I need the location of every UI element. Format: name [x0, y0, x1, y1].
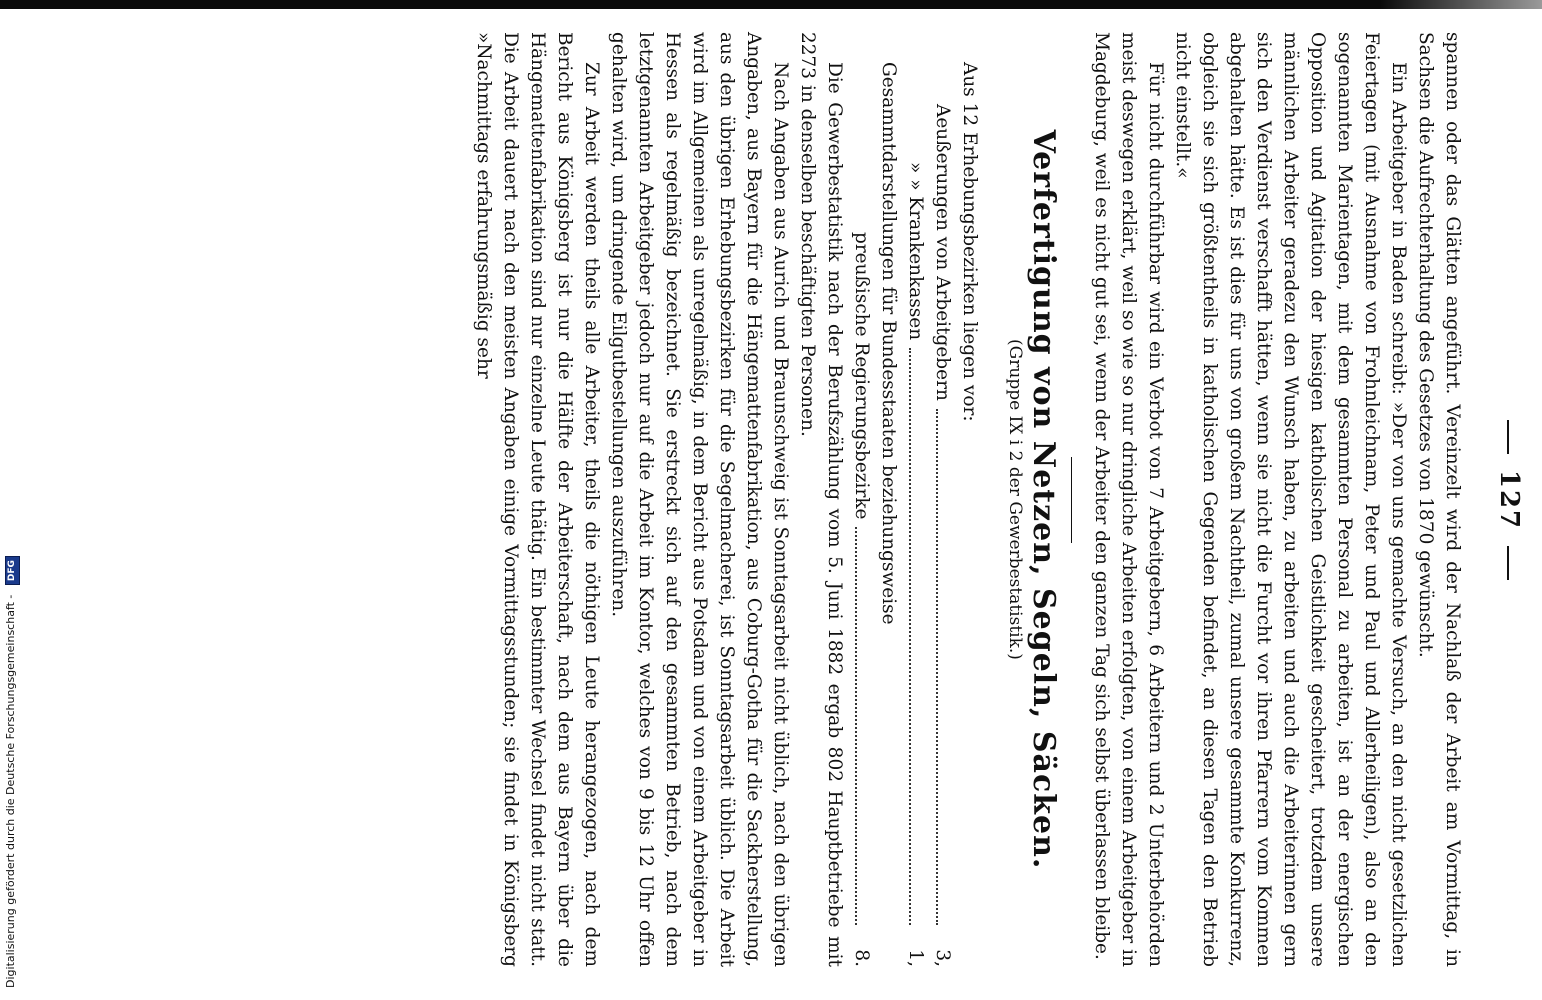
leader-dots [909, 348, 911, 925]
table-row [875, 32, 902, 967]
section-divider [1071, 457, 1072, 543]
intro-line: Aus 12 Erhebungsbezirken liegen vor: [959, 62, 980, 422]
table-row-label: Gesammtdarstellungen für Bundesstaaten beziehungsweise [878, 62, 899, 625]
table-row [929, 32, 956, 967]
digitization-credit [0, 0, 22, 1000]
table-row [848, 32, 875, 967]
table-row [902, 32, 929, 967]
scanned-page [100, 0, 1542, 1000]
leader-dots [855, 527, 857, 925]
page-body [470, 32, 1466, 967]
dfg-logo-icon: DFG [5, 556, 20, 585]
table-row-value: 8. [851, 949, 872, 967]
paragraph-top: spannen oder das Glätten angeführt. Vereinzelt wird der Nachlaß der Arbeit am Vormittag, in Sachsen die Aufrechterhaltung des Gesetzes von 1870 gewünscht. [1415, 32, 1463, 967]
paragraph-arbeit: Zur Arbeit werden theils alle Arbeiter, theils die nöthigen Leute herangezogen, nach dem Bericht aus Königsberg ist nur die Hälfte der Arbeiterschaft, nach dem aus Bayern über die Hängemattenfabrikation sind nur einzelne Leute thätig. Ein bestimmter Wechsel findet nicht statt. Die Arbeit dauert nach den meisten Angaben einige Vormittagsstunden; sie findet in Königsberg »Nachmittags erfahrungsmäßig sehr [473, 32, 602, 967]
paragraph-angaben: Nach Angaben aus Aurich und Braunschweig ist Sonntagsarbeit nicht üblich, nach den übrigen Angaben, aus Bayern für die Hängemattenfabrikation, aus Coburg-Gotha für die Sackherstellung, aus den übrigen Erhebungsbezirken für die Segelmacherei, ist Sonntagsarbeit üblich. Die Arbeit wird im Allgemeinen als unregelmäßig, in dem Bericht aus Potsdam und von einem Arbeitgeber in Hessen als regelmäßig bezeichnet. Sie erstreckt sich auf den gesammten Betrieb, nach dem letztgenannten Arbeitgeber jedoch nur auf die Arbeit im Kontor, welches von 9 bis 12 Uhr offen gehalten wird, um dringende Eilgutbestellungen auszuführen. [608, 32, 791, 967]
table-row-label: » » Krankenkassen [905, 162, 926, 341]
section-heading: Verfertigung von Netzen, Segeln, Säcken. [1026, 129, 1061, 870]
page-number: 127 [1494, 0, 1524, 1000]
section-subheading: (Gruppe IX i 2 der Gewerbestatistik.) [1005, 339, 1025, 660]
paragraph-statistik: Die Gewerbestatistik nach der Berufszählung vom 5. Juni 1882 ergab 802 Hauptbetriebe mit 2273 in denselben beschäftigten Personen. [797, 32, 845, 967]
credit-text: Digitalisierung gefördert durch die Deutsche Forschungsgemeinschaft - [4, 594, 17, 988]
leader-dots [936, 409, 938, 925]
response-table [848, 32, 956, 967]
table-row-value: 1, [905, 949, 926, 967]
table-row-label: preußische Regierungsbezirke [851, 232, 872, 520]
paragraph-baden: Ein Arbeitgeber in Baden schreibt: »Der von uns gemachte Versuch, an den nicht gesetzlichen Feiertagen (mit Ausnahme von Frohnleichnam, Peter und Paul und Allerheiligen), also an den sogenannten Marientagen, mit dem gesammten Personal zu arbeiten, ist an der energischen Opposition und Agitation der hiesigen katholischen Geistlichkeit gescheitert, trotzdem unsere männlichen Arbeiter geradezu den Wunsch haben, zu arbeiten und auch die Arbeiterinnen gern sich den Verdienst verschafft hätten, wenn sie nicht die Furcht vor ihren Pfarrern vom Kommen abgehalten hätte. Es ist dies für uns von großem Nachtheil, zumal unsere gesammte Konkurrenz, obgleich sie sich größtentheils in katholischen Gegenden befindet, an diesen Tagen den Betrieb nicht einstellt.« [1172, 32, 1409, 967]
paragraph-verbot: Für nicht durchführbar wird ein Verbot von 7 Arbeitgebern, 6 Arbeitern und 2 Unterbehörden meist deswegen erklärt, weil so wie so nur dringliche Arbeiten erfolgten, von einem Arbeitgeber in Magdeburg, weil es nicht gut sei, wenn der Arbeiter den ganzen Tag sich selbst überlassen bleibe. [1091, 32, 1166, 967]
table-row-label: Aeußerungen von Arbeitgebern [932, 104, 953, 401]
table-row-value: 3, [932, 949, 953, 967]
